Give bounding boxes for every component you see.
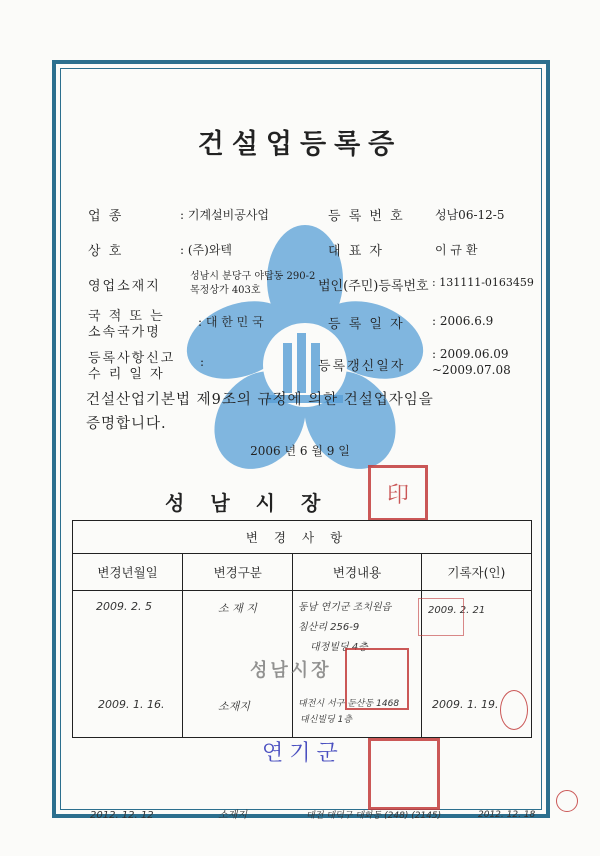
entry-2-recorder: 2009. 1. 19.	[432, 698, 499, 711]
report-label-line-2: 수 리 일 자	[88, 367, 165, 382]
footer-content: 대전 대덕구 대화동 (248) (2145)	[306, 811, 442, 821]
business-type-label: 업 종	[88, 209, 124, 224]
official-seal-stamp	[368, 465, 428, 521]
report-label-line-1: 등록사항신고	[88, 351, 176, 366]
city-stamp: 성남시장	[250, 660, 332, 681]
column-header-content: 변경내용	[293, 554, 422, 591]
footer-type: 소재지	[218, 810, 247, 821]
reg-no-value: 성남06-12-5	[435, 208, 505, 222]
representative-label: 대 표 자	[328, 244, 384, 259]
small-red-seal	[500, 690, 528, 730]
entry-1-recorder: 2009. 2. 21	[428, 605, 486, 616]
footer-recorder: 2012. 12. 18	[478, 810, 536, 820]
certification-text-line-2: 증명합니다.	[86, 416, 167, 432]
column-header-type: 변경구분	[183, 554, 293, 591]
entry-2-content-line-1: 대전시 서구 둔산동 1468	[298, 699, 400, 709]
nationality-label-line-2: 소속국가명	[88, 325, 161, 340]
trade-name-value: : (주)와텍	[180, 243, 232, 257]
reg-date-value: : 2006.6.9	[432, 314, 494, 328]
issuer-name: 성남시장	[165, 491, 347, 515]
representative-value: 이 규 환	[435, 243, 478, 257]
nationality-value: : 대 한 민 국	[198, 315, 264, 329]
renewal-label: 등록갱신일자	[318, 359, 406, 374]
renewal-value-line-1: : 2009.06.09	[432, 347, 509, 361]
recorder-seal-stamp	[418, 598, 464, 636]
office-value-line-2: 목정상가 403호	[190, 285, 261, 296]
report-colon: :	[200, 355, 205, 369]
entry-2-date: 2009. 1. 16.	[98, 698, 165, 711]
document-title: 건설업등록증	[197, 129, 403, 160]
entry-2-content-line-2: 대신빌딩 1층	[300, 715, 353, 725]
large-red-seal	[368, 738, 440, 810]
certification-text-line-1: 건설산업기본법 제9조의 규정에 의한 건설업자임을	[86, 392, 434, 408]
changes-table-title-row	[73, 521, 532, 554]
nationality-label-line-1: 국 적 또 는	[88, 309, 165, 324]
issue-date: 2006 년 6 월 9 일	[250, 444, 350, 458]
entry-1-content-line-2: 침산리 256-9	[298, 622, 360, 633]
changes-table-title: 변경사항	[73, 521, 532, 554]
seal-text: 印	[386, 482, 409, 508]
business-type-value: : 기계설비공사업	[180, 208, 270, 222]
entry-2-type: 소재지	[218, 700, 250, 713]
corner-red-seal	[556, 790, 578, 812]
corp-reg-label: 법인(주민)등록번호	[318, 279, 429, 294]
changes-table-header-row	[73, 554, 532, 591]
reg-date-label: 등 록 일 자	[328, 317, 405, 332]
column-header-recorder: 기록자(인)	[421, 554, 531, 591]
footer-date: 2012. 12. 12	[90, 810, 154, 821]
entry-1-content-line-1: 동남 연기군 조치원읍	[298, 602, 392, 613]
office-value-line-1: 성남시 분당구 야탑동 290-2	[190, 271, 316, 282]
trade-name-label: 상 호	[88, 244, 124, 259]
corp-reg-value: : 131111-0163459	[432, 276, 534, 289]
red-seal-stamp-2	[345, 648, 409, 710]
entry-1-type: 소 재 지	[218, 602, 257, 615]
column-header-date: 변경년월일	[73, 554, 183, 591]
office-label: 영업소재지	[88, 279, 161, 294]
entry-1-date: 2009. 2. 5	[96, 600, 152, 613]
renewal-value-line-2: ~2009.07.08	[432, 363, 511, 377]
yeongi-stamp: 연기군	[262, 741, 344, 766]
reg-no-label: 등 록 번 호	[328, 209, 405, 224]
entry-1-content-line-3: 대정빌딩 4층	[310, 642, 368, 653]
